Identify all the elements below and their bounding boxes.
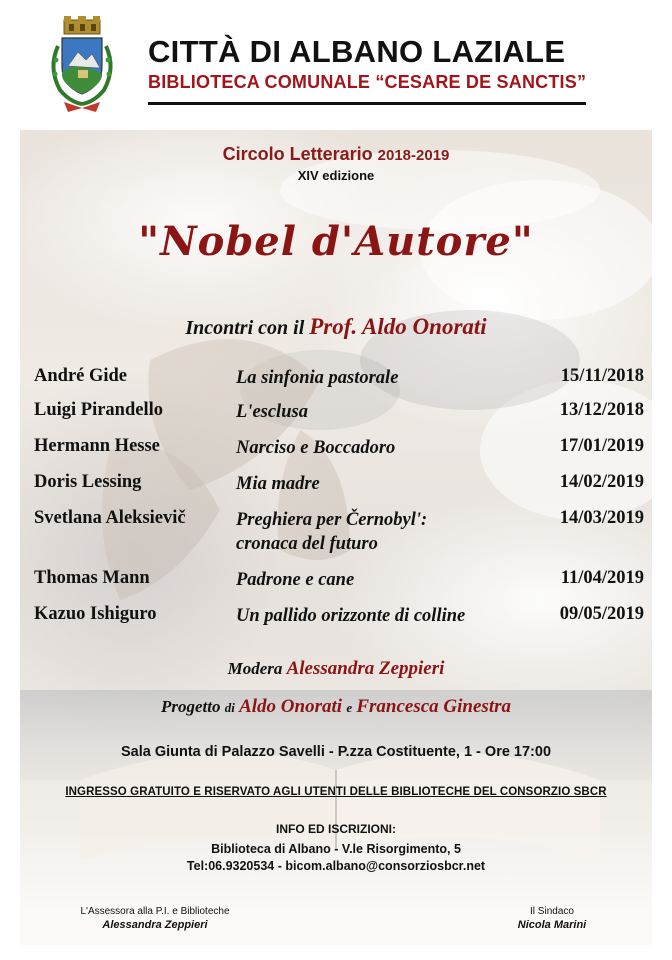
venue-line: Sala Giunta di Palazzo Savelli - P.zza Costituente, 1 - Ore 17:00 xyxy=(120,744,552,760)
schedule-book-title: Mia madre xyxy=(236,474,320,494)
schedule-book-title: Un pallido orizzonte di colline xyxy=(236,606,466,626)
schedule-book-title: La sinfonia pastorale xyxy=(236,368,399,388)
poster xyxy=(20,130,652,945)
circolo-heading xyxy=(20,144,652,165)
signature-role: L'Assessora alla P.I. e Biblioteche xyxy=(80,906,230,917)
schedule-date: 13/12/2018 xyxy=(559,400,644,420)
project-author-2: Francesca Ginestra xyxy=(356,696,511,717)
schedule-author: Doris Lessing xyxy=(34,472,142,492)
incontri-line xyxy=(20,314,652,340)
signature-sindaco xyxy=(482,906,622,931)
city-name: CITTÀ DI ALBANO LAZIALE xyxy=(148,34,566,69)
schedule-date: 14/03/2019 xyxy=(559,508,644,528)
admission-notice: INGRESSO GRATUITO E RISERVATO AGLI UTENTI DELLE BIBLIOTECHE DEL CONSORZIO SBCR xyxy=(65,786,607,798)
moderator-label: Modera xyxy=(227,659,283,678)
moderator-line xyxy=(20,658,652,680)
library-name: BIBLIOTECA COMUNALE “CESARE DE SANCTIS” xyxy=(148,72,587,92)
schedule-book-title: Narciso e Boccadoro xyxy=(236,438,396,458)
project-author-1: Aldo Onorati xyxy=(239,696,343,717)
schedule-author: Kazuo Ishiguro xyxy=(34,604,157,624)
schedule-date: 09/05/2019 xyxy=(559,604,644,624)
schedule-date: 17/01/2019 xyxy=(559,436,644,456)
project-label: Progetto xyxy=(160,697,221,716)
header-divider xyxy=(148,102,586,105)
info-contact: Tel:06.9320534 - bicom.albano@consorziosbcr.net xyxy=(186,859,486,873)
schedule-author: Svetlana Aleksievič xyxy=(34,508,186,528)
circolo-label: Circolo Letterario xyxy=(222,144,373,164)
schedule-book-title: Preghiera per Černobyl': cronaca del futuro xyxy=(236,510,428,554)
schedule-author: Hermann Hesse xyxy=(34,436,160,456)
schedule-date: 15/11/2018 xyxy=(560,366,644,386)
circolo-years: 2018-2019 xyxy=(377,147,450,164)
moderator-name: Alessandra Zeppieri xyxy=(286,658,445,679)
info-heading: INFO ED ISCRIZIONI: xyxy=(276,822,396,836)
header xyxy=(0,0,672,130)
signature-role: Il Sindaco xyxy=(530,906,574,917)
project-di: di xyxy=(224,700,235,715)
signature-name: Nicola Marini xyxy=(517,919,587,931)
event-title: "Nobel d'Autore" xyxy=(138,218,534,265)
edition-label: XIV edizione xyxy=(297,168,375,183)
schedule-date: 14/02/2019 xyxy=(559,472,644,492)
signature-assessora xyxy=(70,906,240,931)
coat-of-arms-icon xyxy=(44,16,120,116)
schedule-author: Thomas Mann xyxy=(34,568,150,588)
signature-name: Alessandra Zeppieri xyxy=(102,919,208,931)
incontri-prefix: Incontri con il xyxy=(185,317,305,339)
professor-name: Prof. Aldo Onorati xyxy=(309,314,487,339)
schedule-date: 11/04/2019 xyxy=(560,568,644,588)
schedule-book-title: Padrone e cane xyxy=(236,570,355,590)
schedule-book-title: L'esclusa xyxy=(236,402,308,422)
project-line xyxy=(20,696,652,718)
info-address: Biblioteca di Albano - V.le Risorgimento, 5 xyxy=(211,842,461,856)
project-and: e xyxy=(346,700,353,715)
schedule-author: André Gide xyxy=(34,366,128,386)
schedule-author: Luigi Pirandello xyxy=(34,400,164,420)
